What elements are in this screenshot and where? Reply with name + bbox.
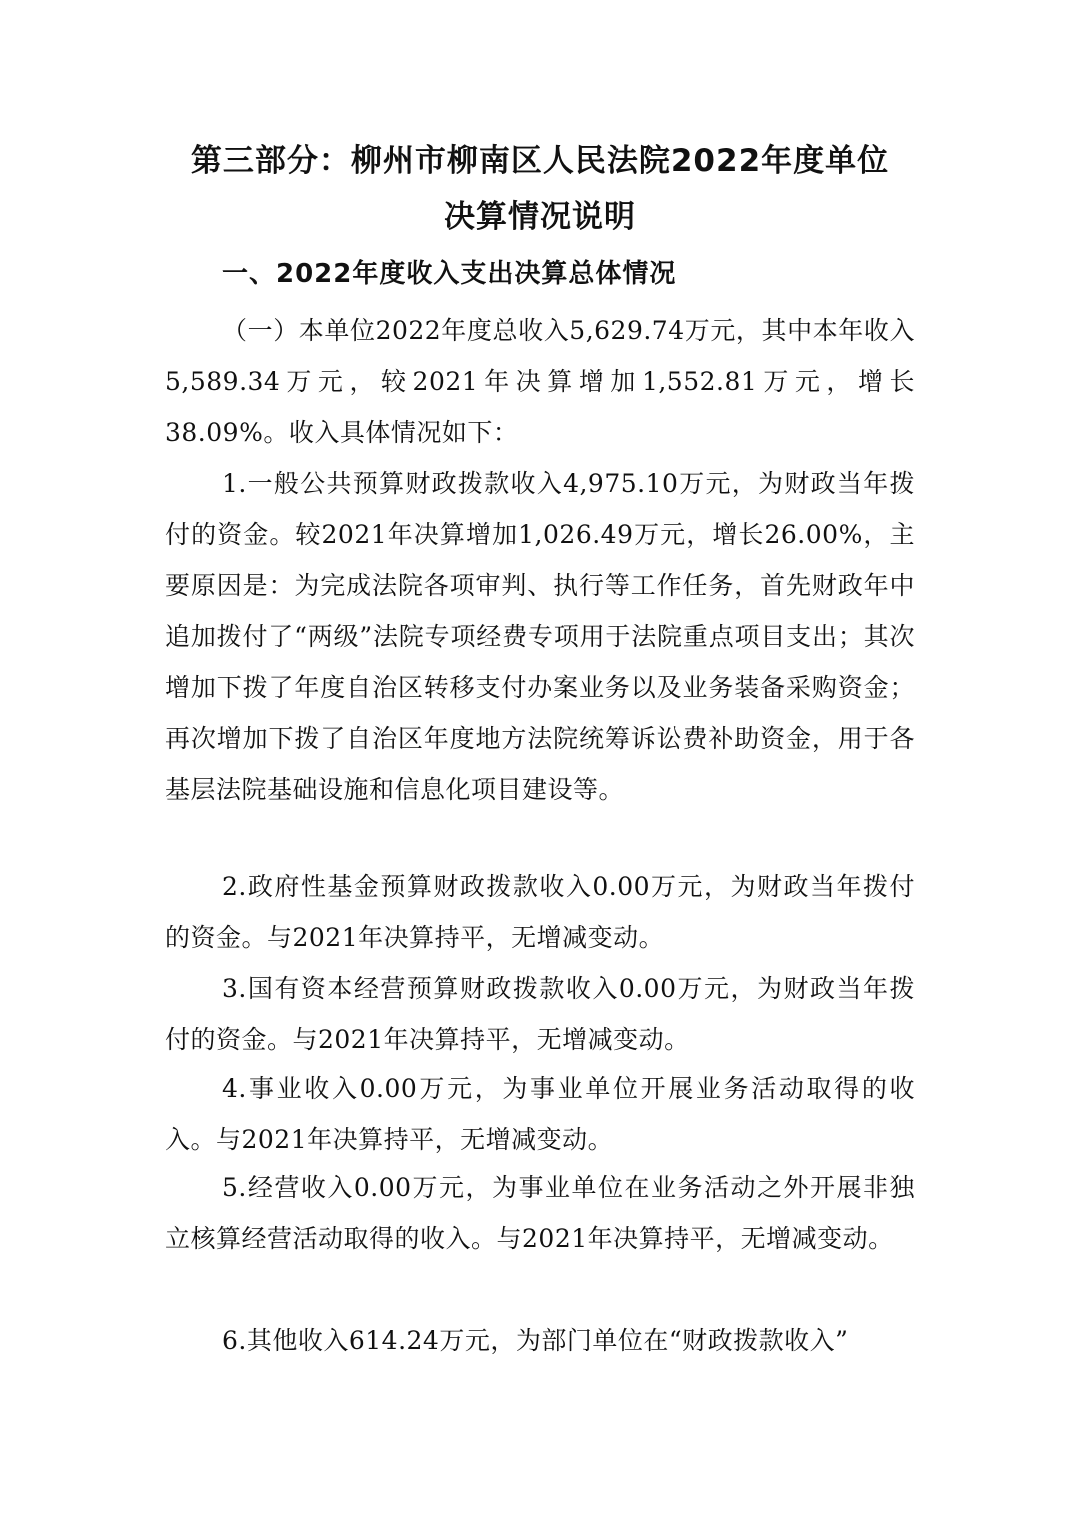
paragraph-item-6: 6.其他收入614.24万元，为部门单位在“财政拨款收入” bbox=[222, 1326, 849, 1355]
paragraph-item-3: 3.国有资本经营预算财政拨款收入0.00万元，为财政当年拨付的资金。与2021年决算持平，无增减变动。 bbox=[165, 974, 915, 1054]
paragraph-summary: （一）本单位2022年度总收入5,629.74万元，其中本年收入5,589.34万元，较2021年决算增加1,552.81万元，增长38.09%。收入具体情况如下： bbox=[165, 316, 915, 447]
paragraph-item-2: 2.政府性基金预算财政拨款收入0.00万元，为财政当年拨付的资金。与2021年决算持平，无增减变动。 bbox=[165, 872, 915, 952]
paragraph-item-1: 1.一般公共预算财政拨款收入4,975.10万元，为财政当年拨付的资金。较2021年决算增加1,026.49万元，增长26.00%，主要原因是：为完成法院各项审判、执行等工作任务，首先财政年中追加拨付了“两级”法院专项经费专项用于法院重点项目支出；其次增加下拨了年度自治区转移支付办案业务以及业务装备采购资金；再次增加下拨了自治区年度地方法院统筹诉讼费补助资金，用于各基层法院基础设施和信息化项目建设等。 bbox=[165, 469, 915, 804]
page-title bbox=[165, 133, 915, 245]
title-line-1: 第三部分：柳州市柳南区人民法院2022年度单位 bbox=[190, 143, 890, 179]
paragraph-item-4: 4.事业收入0.00万元，为事业单位开展业务活动取得的收入。与2021年决算持平，无增减变动。 bbox=[165, 1074, 915, 1154]
section-heading: 一、2022年度收入支出决算总体情况 bbox=[222, 259, 677, 289]
paragraph-item-5: 5.经营收入0.00万元，为事业单位在业务活动之外开展非独立核算经营活动取得的收入。与2021年决算持平，无增减变动。 bbox=[165, 1173, 915, 1253]
title-line-2: 决算情况说明 bbox=[444, 199, 636, 235]
